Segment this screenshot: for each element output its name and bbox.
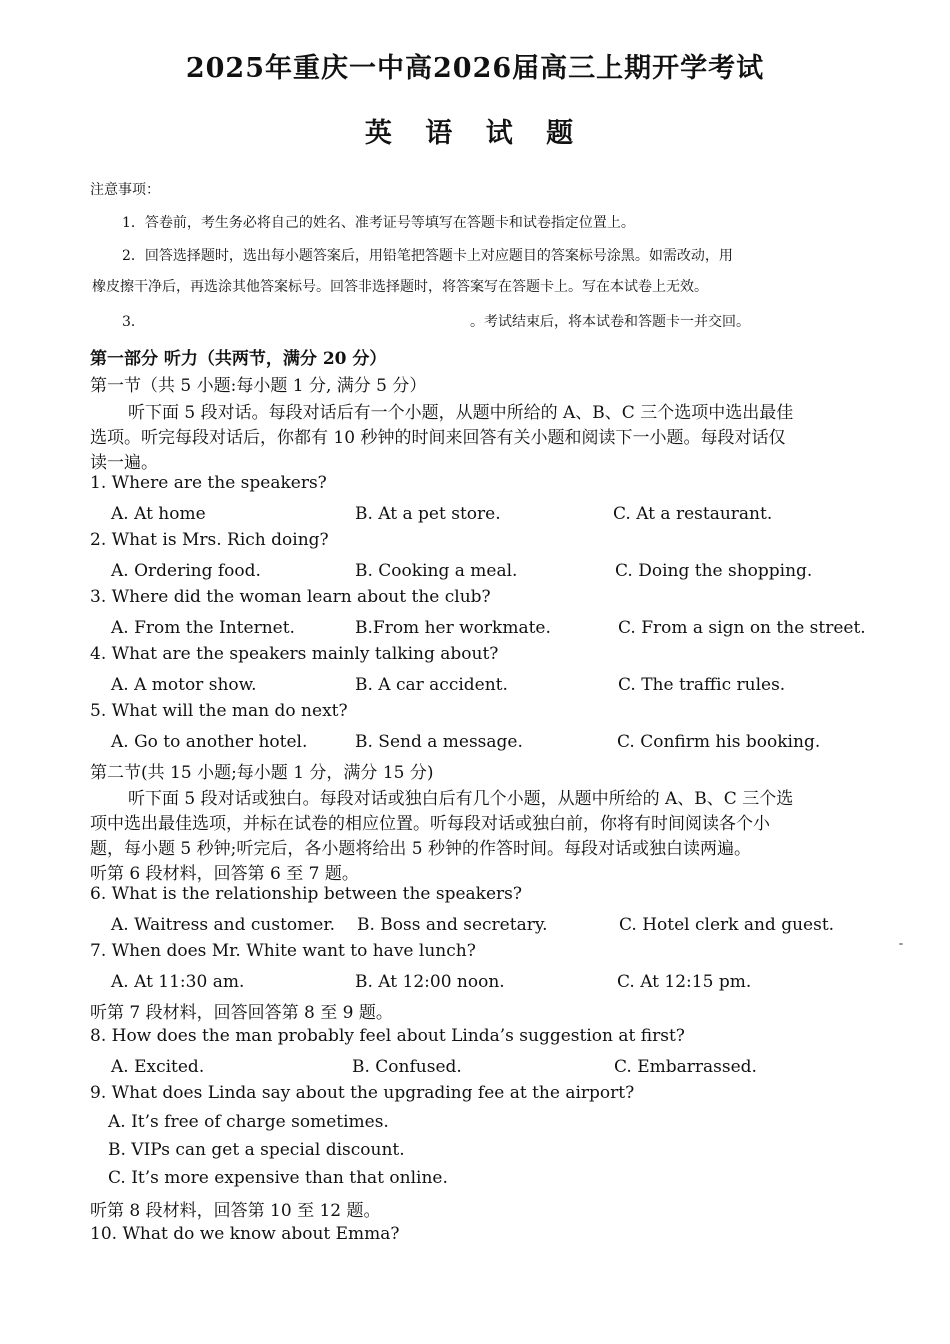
notice-item-3-number: 3．: [122, 314, 145, 330]
question-8: 8. How does the man probably feel about Linda’s suggestion at first?: [90, 1026, 685, 1046]
q4-option-c: C. The traffic rules.: [618, 675, 786, 695]
q8-option-a: A. Excited.: [111, 1057, 205, 1077]
q6-option-b: B. Boss and secretary.: [357, 915, 548, 935]
subject-title: 英 语 试 题: [364, 118, 586, 149]
q3-option-a: A. From the Internet.: [111, 618, 295, 638]
q1-option-c: C. At a restaurant.: [613, 504, 773, 524]
material-7-heading: 听第 7 段材料，回答回答第 8 至 9 题。: [90, 1003, 393, 1023]
q9-option-a: A. It’s free of charge sometimes.: [108, 1112, 389, 1132]
section1-instruction-line-1: 听下面 5 段对话。每段对话后有一个小题，从题中所给的 A、B、C 三个选项中选出最佳: [128, 403, 794, 423]
q6-option-c: C. Hotel clerk and guest.: [619, 915, 835, 935]
question-6: 6. What is the relationship between the speakers?: [90, 884, 523, 904]
section1-instruction-line-2: 选项。听完每段对话后，你都有 10 秒钟的时间来回答有关小题和阅读下一小题。每段对话仅: [90, 428, 786, 448]
question-5: 5. What will the man do next?: [90, 701, 348, 721]
question-10: 10. What do we know about Emma?: [90, 1224, 400, 1244]
q7-option-a: A. At 11:30 am.: [111, 972, 245, 992]
scan-speck: [899, 943, 903, 945]
exam-title: 2025年重庆一中高2026届高三上期开学考试: [185, 53, 765, 84]
q3-option-b: B.From her workmate.: [355, 618, 551, 638]
notice-heading: 注意事项：: [90, 182, 160, 198]
q5-option-b: B. Send a message.: [355, 732, 523, 752]
q8-option-b: B. Confused.: [352, 1057, 462, 1077]
notice-item-2-line-1: 2．回答选择题时，选出每小题答案后，用铅笔把答题卡上对应题目的答案标号涂黑。如需改动，用: [122, 248, 733, 264]
q7-option-c: C. At 12:15 pm.: [617, 972, 752, 992]
notice-item-1: 1．答卷前，考生务必将自己的姓名、准考证号等填写在答题卡和试卷指定位置上。: [122, 215, 635, 231]
question-4: 4. What are the speakers mainly talking about?: [90, 644, 499, 664]
section1-heading: 第一节（共 5 小题:每小题 1 分, 满分 5 分）: [90, 376, 427, 396]
q3-option-c: C. From a sign on the street.: [618, 618, 866, 638]
q2-option-b: B. Cooking a meal.: [355, 561, 518, 581]
q5-option-c: C. Confirm his booking.: [617, 732, 821, 752]
section2-instruction-line-2: 项中选出最佳选项，并标在试卷的相应位置。听每段对话或独白前，你将有时间阅读各个小: [90, 814, 770, 834]
q4-option-b: B. A car accident.: [355, 675, 508, 695]
notice-item-2-line-2: 橡皮擦干净后，再选涂其他答案标号。回答非选择题时，将答案写在答题卡上。写在本试卷上无效。: [92, 279, 708, 295]
q2-option-c: C. Doing the shopping.: [615, 561, 813, 581]
q8-option-c: C. Embarrassed.: [614, 1057, 757, 1077]
q5-option-a: A. Go to another hotel.: [111, 732, 308, 752]
q2-option-a: A. Ordering food.: [111, 561, 261, 581]
q1-option-a: A. At home: [111, 504, 206, 524]
material-8-heading: 听第 8 段材料，回答第 10 至 12 题。: [90, 1201, 381, 1221]
notice-item-3-tail: 。考试结束后，将本试卷和答题卡一并交回。: [470, 314, 750, 330]
q4-option-a: A. A motor show.: [111, 675, 257, 695]
question-7: 7. When does Mr. White want to have lunch?: [90, 941, 476, 961]
question-3: 3. Where did the woman learn about the club?: [90, 587, 491, 607]
q9-option-c: C. It’s more expensive than that online.: [108, 1168, 448, 1188]
q6-option-a: A. Waitress and customer.: [111, 915, 335, 935]
question-1: 1. Where are the speakers?: [90, 473, 327, 493]
material-6-heading: 听第 6 段材料，回答第 6 至 7 题。: [90, 864, 359, 884]
q9-option-b: B. VIPs can get a special discount.: [108, 1140, 405, 1160]
section2-instruction-line-3: 题，每小题 5 秒钟;听完后，各小题将给出 5 秒钟的作答时间。每段对话或独白读两遍。: [90, 839, 751, 859]
q7-option-b: B. At 12:00 noon.: [355, 972, 505, 992]
question-9: 9. What does Linda say about the upgrading fee at the airport?: [90, 1083, 635, 1103]
question-2: 2. What is Mrs. Rich doing?: [90, 530, 329, 550]
section2-instruction-line-1: 听下面 5 段对话或独白。每段对话或独白后有几个小题，从题中所给的 A、B、C 三个选: [128, 789, 794, 809]
section2-heading: 第二节(共 15 小题;每小题 1 分，满分 15 分): [90, 763, 434, 783]
section1-instruction-line-3: 读一遍。: [90, 453, 158, 473]
part1-heading: 第一部分 听力（共两节，满分 20 分）: [90, 349, 387, 369]
q1-option-b: B. At a pet store.: [355, 504, 501, 524]
